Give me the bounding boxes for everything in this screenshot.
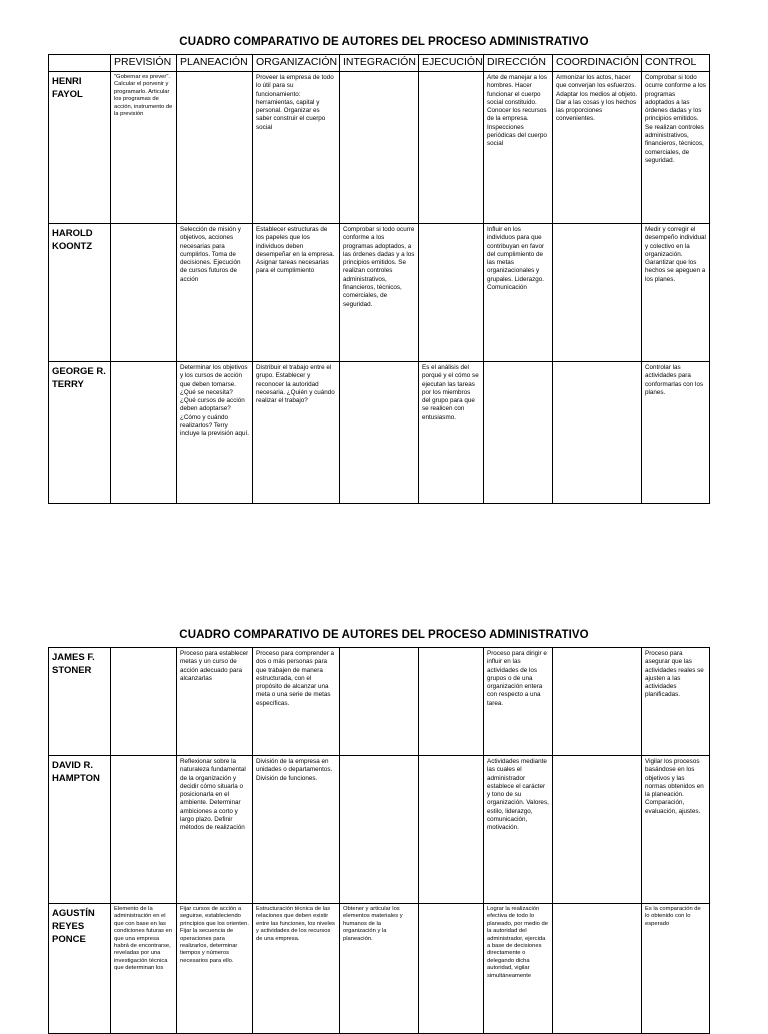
table-cell: Arte de manejar a los hombres. Hacer funcionar el cuerpo social constituido. Conocer los recursos de la empresa. Inspecciones periódicas del cuerpo social xyxy=(484,72,553,224)
table-cell xyxy=(111,648,177,756)
table-cell: Comprobar si todo ocurre conforme a los programas adoptados a las órdenes dadas y los principios emitidos. Se realizan controles administrativos, financieros, técnicos, comerciales, de seguridad. xyxy=(642,72,710,224)
table-cell: Lograr la realización efectiva de todo lo planeado, por medio de la autoridad del administrador, ejercida a base de decisiones directamente o delegando dicha autoridad, vigilar simultáneamente xyxy=(484,904,553,1034)
table-cell: Determinar los objetivos y los cursos de acción que deben tomarse. ¿Qué se necesita? ¿Qué cursos de acción deben adoptarse? ¿Cómo y cuándo realizarlos? Terry incluye la previsión aquí. xyxy=(177,362,253,504)
header-integracion: INTEGRACIÓN xyxy=(340,55,419,72)
table-cell: Comprobar si todo ocurre conforme a los programas adoptados, a las órdenes dadas y a los principios emitidos. Se realizan controles administrativos, financieros, técnicos, comerciales, de seguridad. xyxy=(340,224,419,362)
table-cell xyxy=(177,72,253,224)
table-cell: Medir y corregir el desempeño individual y colectivo en la organización. Garantizar que los hechos se apeguen a los planes. xyxy=(642,224,710,362)
table-row xyxy=(49,72,710,224)
page-title-1: CUADRO COMPARATIVO DE AUTORES DEL PROCESO ADMINISTRATIVO xyxy=(179,36,589,48)
table-cell: Selección de misión y objetivos, acciones necesarias para cumplirlos. Toma de decisiones. Ejecución de cursos futuros de acción xyxy=(177,224,253,362)
header-planeacion: PLANEACIÓN xyxy=(177,55,253,72)
table-row xyxy=(49,648,710,756)
table-cell: Controlar las actividades para conformarlas con los planes. xyxy=(642,362,710,504)
table-cell: Actividades mediante las cuales el administrador establece el carácter y tono de su organización. Valores, estilo, liderazgo, comunicación, motivación. xyxy=(484,756,553,904)
author-cell: GEORGE R. TERRY xyxy=(49,362,111,504)
page-title-2: CUADRO COMPARATIVO DE AUTORES DEL PROCESO ADMINISTRATIVO xyxy=(179,629,589,641)
table-row xyxy=(49,756,710,904)
author-cell: HAROLD KOONTZ xyxy=(49,224,111,362)
table-cell xyxy=(419,224,484,362)
table-cell xyxy=(419,756,484,904)
table-cell xyxy=(111,362,177,504)
table-cell: Proceso para asegurar que las actividades reales se ajusten a las actividades planificadas. xyxy=(642,648,710,756)
table-cell: Proveer la empresa de todo lo útil para su funcionamiento: herramientas, capital y personal. Organizar es saber construir el cuerpo social xyxy=(253,72,340,224)
table-row xyxy=(49,224,710,362)
table-cell: Distribuir el trabajo entre el grupo. Establecer y reconocer la autoridad necesaria. ¿Quién y cuándo realizar el trabajo? xyxy=(253,362,340,504)
comparison-table-2 xyxy=(48,647,710,1034)
table-cell: Proceso para establecer metas y un curso de acción adecuado para alcanzarlas xyxy=(177,648,253,756)
header-organizacion: ORGANIZACIÓN xyxy=(253,55,340,72)
table-cell xyxy=(340,756,419,904)
table-cell xyxy=(553,224,642,362)
table-cell xyxy=(340,72,419,224)
header-control: CONTROL xyxy=(642,55,710,72)
table-cell: Es la comparación de lo obtenido con lo esperado xyxy=(642,904,710,1034)
table-cell xyxy=(419,904,484,1034)
table-cell: Obtener y articular los elementos materiales y humanos de la organización y la planeación. xyxy=(340,904,419,1034)
table-cell: Proceso para comprender a dos o más personas para que trabajen de manera estructurada, con el propósito de alcanzar una meta o una serie de metas específicas. xyxy=(253,648,340,756)
header-row xyxy=(49,55,710,72)
table-cell: Elemento de la administración en el que con base en las condiciones futuras en que una empresa habrá de encontrarse, reveladas por una investigación técnica que determinan los xyxy=(111,904,177,1034)
header-ejecucion: EJECUCIÓN xyxy=(419,55,484,72)
table-cell xyxy=(419,72,484,224)
author-cell: AGUSTÍN REYES PONCE xyxy=(49,904,111,1034)
table-cell: Reflexionar sobre la naturaleza fundamental de la organización y decidir cómo situarla o posicionarla en el ambiente. Determinar ambiciones a corto y largo plazo. Definir métodos de realización xyxy=(177,756,253,904)
table-cell xyxy=(553,756,642,904)
table-cell: Es el análisis del porqué y el cómo se ejecutan las tareas por los miembros del grupo para que se realicen con entusiasmo. xyxy=(419,362,484,504)
table-cell: "Gobernar es prever". Calcular el porvenir y programarlo. Articular los programas de acción, instrumento de la previsión xyxy=(111,72,177,224)
table-cell: Fijar cursos de acción a seguirse, estableciendo principios que los orienten. Fijar la secuencia de operaciones para realizarlos, determinar tiempos y números necesarios para ello. xyxy=(177,904,253,1034)
table-cell xyxy=(111,756,177,904)
table-cell: Armonizar los actos, hacer que converjan los esfuerzos. Adaptar los medios al objeto. Dar a las cosas y los hechos las proporciones convenientes. xyxy=(553,72,642,224)
table-cell xyxy=(340,362,419,504)
author-cell: JAMES F. STONER xyxy=(49,648,111,756)
author-cell: DAVID R. HAMPTON xyxy=(49,756,111,904)
table-cell: Influir en los individuos para que contribuyan en favor del cumplimiento de las metas organizacionales y grupales. Liderazgo. Comunicación xyxy=(484,224,553,362)
table-cell xyxy=(340,648,419,756)
header-blank xyxy=(49,55,111,72)
comparison-table-1 xyxy=(48,54,710,504)
table-cell xyxy=(553,904,642,1034)
table-cell xyxy=(419,648,484,756)
table-cell: Estructuración técnica de las relaciones que deben existir entre las funciones, los niveles y actividades de los recursos de una empresa. xyxy=(253,904,340,1034)
header-direccion: DIRECCIÓN xyxy=(484,55,553,72)
header-prevision: PREVISIÓN xyxy=(111,55,177,72)
table-cell xyxy=(484,362,553,504)
table-row xyxy=(49,904,710,1034)
table-row xyxy=(49,362,710,504)
author-cell: HENRI FAYOL xyxy=(49,72,111,224)
table-cell xyxy=(111,224,177,362)
header-coordinacion: COORDINACIÓN xyxy=(553,55,642,72)
table-cell xyxy=(553,648,642,756)
table-cell xyxy=(553,362,642,504)
table-cell: Establecer estructuras de los papeles que los individuos deben desempeñar en la empresa. Asignar tareas necesarias para el cumplimiento xyxy=(253,224,340,362)
table-cell: Proceso para dirigir e influir en las actividades de los grupos o de una organización entera con respecto a una tarea. xyxy=(484,648,553,756)
table-cell: División de la empresa en unidades o departamentos. División de funciones. xyxy=(253,756,340,904)
table-cell: Vigilar los procesos basándose en los objetivos y las normas obtenidos en la planeación. Comparación, evaluación, ajustes. xyxy=(642,756,710,904)
